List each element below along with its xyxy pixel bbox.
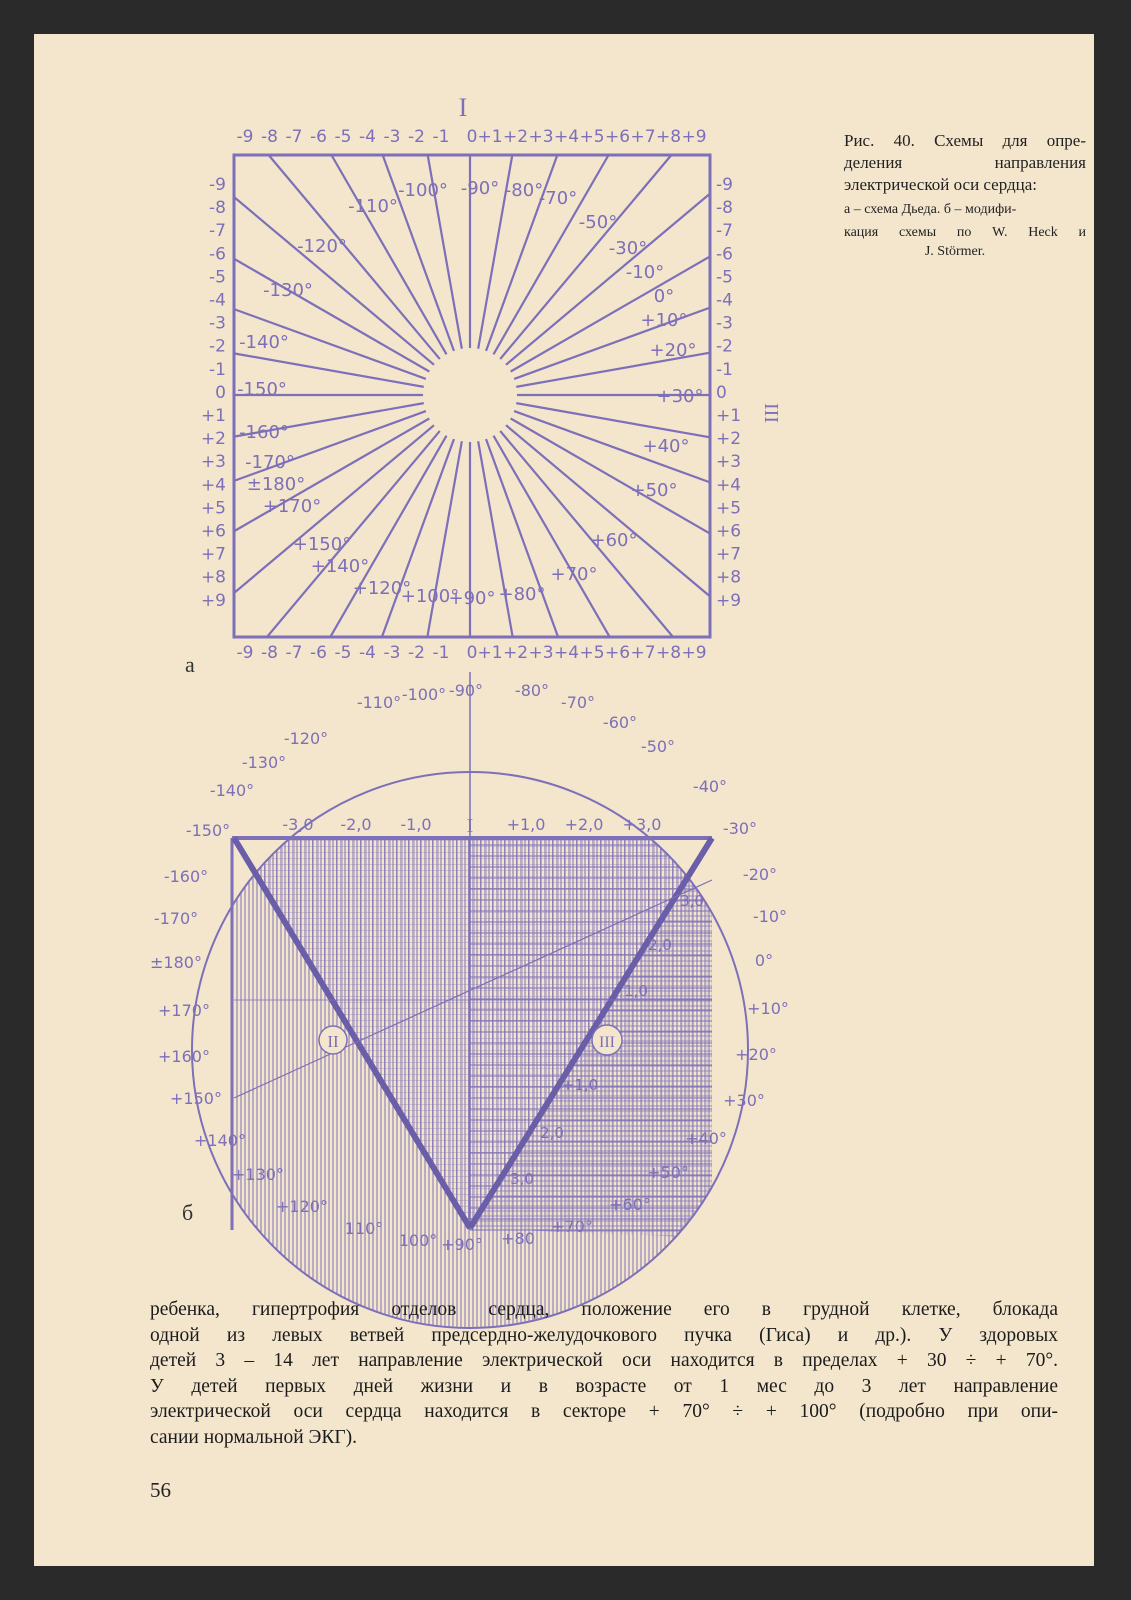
bottom-scale-label: -2 [408,643,425,663]
bottom-scale-label: -9 [236,643,254,663]
ring-angle-label: -110° [356,693,402,712]
top-scale-b-label: -1,0 [400,815,432,834]
angle-label: -160° [239,422,289,443]
ring-angle-label: +40° [685,1129,727,1148]
top-scale-label: +6 [604,127,631,147]
ring-angle-label: -40° [692,777,728,796]
ring-angle-label: -60° [602,713,638,732]
right-scale-label: -5 [716,267,733,288]
top-scale-label: -6 [310,127,327,147]
left-scale-label: 0 [215,382,226,403]
ring-angle-label: -80° [514,681,550,700]
bottom-scale-label: -5 [334,643,352,663]
top-scale-label: -8 [261,127,278,147]
ring-angle-label: +20° [735,1045,777,1064]
angle-label: +10° [640,310,688,331]
right-scale-label: -3 [716,313,733,334]
ring-angle-label: -100° [401,685,447,704]
ring-angle-label: -90° [448,681,484,700]
page-number: 56 [150,1478,171,1502]
angle-label: +50° [630,480,678,501]
ring-angle-label: +10° [747,999,789,1018]
left-scale-label: -2 [209,336,226,357]
lead-iii-label: III [760,403,782,423]
lead-iii-label-b: III [599,1034,615,1051]
angle-label: -110° [348,196,398,217]
angle-label: +60° [590,530,638,551]
left-scale-label: +7 [200,544,226,565]
bottom-scale-label: -6 [310,643,327,663]
left-scale-label: -9 [209,175,226,195]
ring-angle-label: -20° [742,865,778,884]
right-scale-label: -9 [716,175,733,195]
top-scale-label: 0 [466,127,478,147]
angle-label: +20° [649,340,697,361]
right-scale-label: -4 [716,290,733,311]
bottom-scale-label: +8 [655,643,682,663]
ring-angle-label: -50° [640,737,676,756]
right-scale-label: +6 [716,521,742,542]
bottom-scale-label: +7 [630,643,656,663]
angle-label: ±180° [246,474,306,495]
top-scale-label: -2 [408,127,425,147]
angle-label: -70° [538,188,578,209]
ring-angle-label: -120° [283,729,329,748]
caption-legend-line: а – схема Дьеда. б – модифи- [844,202,1017,217]
angle-label: -30° [608,238,648,259]
diagram-a [185,93,782,677]
panel-label-b: б [182,1200,194,1225]
lead-iii-scale-label: 3,0 [510,1170,534,1188]
bottom-scale-label: +3 [528,643,554,663]
lead-iii-scale-label: 1,0 [624,982,648,1000]
bottom-scale [237,643,707,663]
ring-angle-label: -140° [209,781,255,800]
bottom-scale-label: -4 [359,643,376,663]
angle-label: +70° [550,564,598,585]
left-scale-label: -7 [209,221,226,242]
left-scale-label: -1 [209,359,226,380]
panel-label-a: а [185,652,195,677]
body-line: У детей первых дней жизни и в возрасте от 1 мес до 3 лет направление [150,1375,1058,1397]
top-scale-label: +4 [553,127,580,147]
body-line: ребенка, гипертрофия отделов сердца, положение его в грудной клетке, блокада [150,1299,1058,1320]
body-line: одной из левых ветвей предсердно-желудочкового пучка (Гиса) и др.). У здоровых [150,1324,1058,1346]
lead-ii-label: II [327,1032,339,1051]
angle-label: +120° [352,578,412,599]
caption-title-line: Рис. 40. Схемы для опре- [844,131,1086,150]
top-scale-label: -7 [285,127,303,147]
right-scale-label: -1 [716,359,733,380]
lead-iii-scale-label: +1,0 [561,1076,599,1094]
bottom-scale-label: -1 [432,643,450,663]
top-scale-label: +2 [502,127,529,147]
ring-angle-label: +140° [194,1131,246,1150]
right-scale-label: +5 [716,498,742,519]
ring-angle-label: +130° [232,1165,284,1184]
ring-angle-label: +60° [609,1195,651,1214]
ring-angle-label: +50° [647,1163,689,1182]
left-scale-label: +8 [200,567,226,588]
body-line: детей 3 – 14 лет направление электрической оси находится в пределах + 30 ÷ + 70°. [150,1350,1058,1371]
angle-label: -50° [578,212,618,233]
left-scale [201,175,226,611]
angle-label: +150° [292,534,352,555]
angle-label: +140° [310,556,370,577]
right-scale-label: +8 [716,567,742,588]
right-scale-label: +1 [716,406,742,426]
left-scale-label: +2 [200,429,226,450]
top-scale-label: -3 [383,127,401,147]
left-scale-label: +4 [200,475,226,496]
top-scale-label: +8 [655,127,682,147]
right-scale [716,175,741,611]
right-scale-label: +7 [716,544,742,565]
top-scale-label: -5 [334,127,352,147]
top-scale-b-label: -3,0 [282,815,314,834]
bottom-scale-label: +5 [579,643,605,663]
angle-label: -90° [460,178,500,199]
left-scale-label: -3 [209,313,226,334]
angle-label: -140° [239,332,289,353]
left-scale-label: +1 [200,406,226,426]
left-scale-label: +5 [200,498,226,519]
ring-angle-label: +160° [158,1047,210,1066]
top-scale-label: +5 [579,127,605,147]
angle-label: -10° [625,262,665,283]
ring-angle-label: +80 [501,1229,535,1248]
ring-angle-label: -150° [185,821,231,840]
top-scale-label: +3 [528,127,554,147]
right-scale-label: +3 [716,452,742,473]
left-scale-label: +3 [200,452,226,473]
bottom-scale-label: +4 [553,643,580,663]
top-scale-b-label: +1,0 [506,815,546,834]
bottom-scale-label: -7 [285,643,303,663]
right-scale-label: -7 [716,221,733,242]
caption-title-line: электрической оси сердца: [844,175,1038,194]
body-line: сании нормальной ЭКГ). [150,1426,358,1448]
angle-label: +170° [262,496,322,517]
top-scale-b-label: -2,0 [340,815,372,834]
top-scale-b-label: +3,0 [622,815,662,834]
ring-angle-label: -130° [241,753,287,772]
right-scale-label: +4 [716,475,742,496]
left-scale-label: -6 [209,244,226,265]
angle-label: -150° [237,379,287,400]
caption-legend-line: кация схемы по W. Heck и [844,225,1086,240]
ring-angle-label: 100° [398,1231,438,1250]
ring-angle-label: +90° [441,1235,483,1254]
ring-angle-label: +30° [723,1091,765,1110]
lead-i-label: I [458,93,468,122]
angle-label: -170° [245,452,295,473]
ring-angle-label: +170° [158,1001,210,1020]
ring-angle-label: -30° [722,819,758,838]
top-scale-label: +1 [477,127,503,147]
angle-label: +100° [400,586,460,607]
top-scale-b-label: +2,0 [564,815,604,834]
top-scale-label: -1 [432,127,450,147]
ring-angle-label: -170° [153,909,199,928]
left-scale-label: -8 [209,198,226,219]
bottom-scale-label: +2 [502,643,529,663]
angle-label: +40° [642,436,690,457]
angle-label: -130° [263,280,313,301]
top-scale-label: +9 [681,127,707,147]
bottom-scale-label: +6 [604,643,631,663]
ring-angle-label: -10° [752,907,788,926]
bottom-scale-label: +9 [681,643,707,663]
angle-label: -100° [398,180,448,201]
left-scale-label: -5 [209,267,226,288]
lead-i-label-b: I [466,815,474,837]
bottom-scale-label: 0 [466,643,478,663]
center-circle [423,348,517,442]
ray-line [513,403,710,438]
caption-title-line: деления направления [844,153,1086,172]
bottom-scale-label: -3 [383,643,401,663]
ring-angle-label: -70° [560,693,596,712]
lead-iii-scale-label: 2,0 [540,1124,564,1142]
angle-label: +30° [656,386,704,407]
ring-angle-label: +70° [551,1217,593,1236]
bottom-scale-label: +1 [477,643,503,663]
right-scale-label: -8 [716,198,733,219]
diagram-b [150,672,789,1338]
right-scale-label: -6 [716,244,733,265]
ring-angle-label: +120° [276,1197,328,1216]
top-scale-label: -9 [236,127,254,147]
lead-iii-scale-label: 3,0 [680,892,704,910]
ring-angle-label: 110° [344,1219,384,1238]
caption-legend-line: J. Störmer. [924,244,986,259]
lead-iii-scale-label: 2,0 [648,936,672,954]
top-scale [237,127,707,147]
top-scale-label: +7 [630,127,656,147]
left-scale-label: +9 [200,590,226,611]
right-scale-label: +9 [716,590,742,611]
angle-label: -80° [504,180,544,201]
bottom-scale-label: -8 [261,643,278,663]
left-scale-label: +6 [200,521,226,542]
angle-label: 0° [653,286,675,307]
body-text [150,1297,1058,1450]
angle-label: +80° [498,584,546,605]
angle-label: +90° [448,588,496,609]
ring-angle-label: 0° [754,951,774,970]
ring-angle-label: +150° [170,1089,222,1108]
angle-label: -120° [297,236,347,257]
left-scale-label: -4 [209,290,226,311]
ring-angle-label: ±180° [150,953,202,972]
body-line: электрической оси сердца находится в секторе + 70° ÷ + 100° (подробно при опи- [150,1401,1058,1422]
ring-angle-label: -160° [163,867,209,886]
top-scale-label: -4 [359,127,376,147]
right-scale-label: 0 [716,382,727,403]
right-scale-label: -2 [716,336,733,357]
right-scale-label: +2 [716,429,742,450]
